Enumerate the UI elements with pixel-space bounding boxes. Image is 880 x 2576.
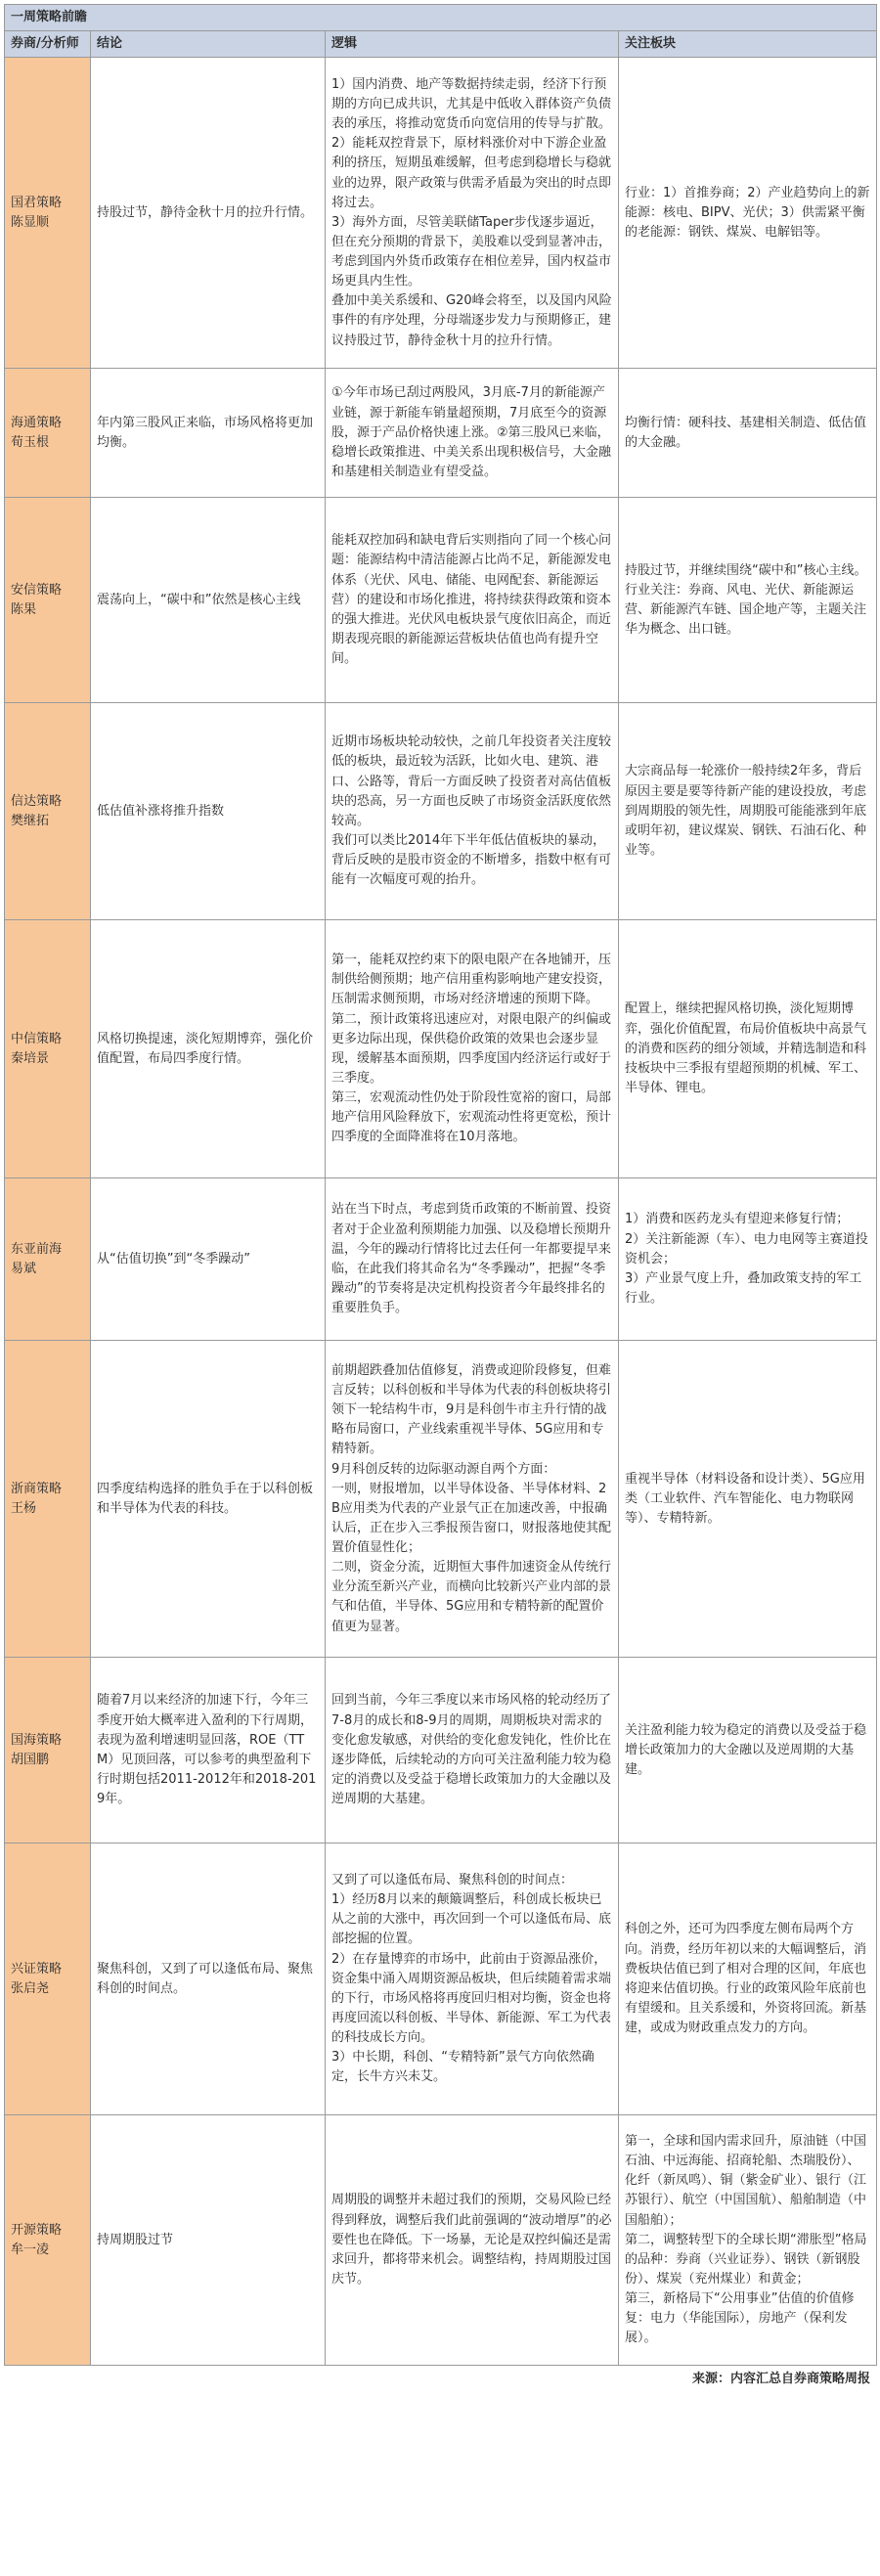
sector-cell: 重视半导体（材料设备和设计类）、5G应用类（工业软件、汽车智能化、电力物联网等）、专精特新。	[619, 1341, 877, 1658]
sector-cell: 科创之外，还可为四季度左侧布局两个方向。消费，经历年初以来的大幅调整后，消费板块估值已到了相对合理的区间，年底也将迎来估值切换。行业的政策风险年底前也有望缓和。且关系缓和，外资将回流。新基建，或成为财政重点发力的方向。	[619, 1843, 877, 2115]
firm-name: 信达策略	[11, 794, 63, 810]
sector-cell: 配置上，继续把握风格切换，淡化短期博弈，强化价值配置，布局价值板块中高景气的消费和医药的细分领域，并精选制造和科技板块中三季报有望超预期的机械、军工、半导体、锂电。	[619, 920, 877, 1178]
firm-name: 海通策略	[11, 416, 63, 431]
firm-name: 国君策略	[11, 196, 63, 211]
logic-cell: 第一，能耗双控约束下的限电限产在各地铺开，压制供给侧预期；地产信用重构影响地产建安投资，压制需求侧预期，市场对经济增速的预期下降。 第二，预计政策将迅速应对，对限电限产的纠偏或更多边际出现，保供稳价政策的效果也会逐步显现，缓解基本面预期，四季度国内经济运行或好于三季度。 第三，宏观流动性仍处于阶段性宽裕的窗口，局部地产信用风险释放下，宏观流动性将更宽松，预计四季度的全面降准将在10月落地。	[326, 920, 619, 1178]
logic-cell: 周期股的调整并未超过我们的预期，交易风险已经得到释放，调整后我们此前强调的“波动增厚”的必要性也在降低。下一场暴，无论是双控纠偏还是需求回升，都将带来机会。调整结构，持周期股过国庆节。	[326, 2115, 619, 2366]
sector-cell: 大宗商品每一轮涨价一般持续2年多，背后原因主要是要等待新产能的建设投放，考虑到周期股的领先性，周期股可能能涨到年底或明年初，建议煤炭、钢铁、石油石化、种业等。	[619, 703, 877, 920]
firm-name: 浙商策略	[11, 1482, 63, 1497]
analyst-name: 王杨	[11, 1500, 37, 1516]
header-sectors: 关注板块	[619, 31, 877, 58]
strategy-table	[4, 4, 877, 2366]
analyst-name: 樊继拓	[11, 813, 50, 828]
logic-cell: 站在当下时点，考虑到货币政策的不断前置、投资者对于企业盈利预期能力加强、以及稳增长预期升温，今年的躁动行情将比过去任何一年都要提早来临，在此我们将其命名为“冬季躁动”，把握“冬季躁动”的节奏将是决定机构投资者今年最终排名的重要胜负手。	[326, 1178, 619, 1341]
firm-cell	[5, 920, 91, 1178]
analyst-name: 牟一凌	[11, 2242, 50, 2257]
logic-cell: 1）国内消费、地产等数据持续走弱，经济下行预期的方向已成共识，尤其是中低收入群体资产负债表的承压，将推动宽货币向宽信用的传导与扩散。 2）能耗双控背景下，原材料涨价对中下游企业盈利的挤压，短期虽难缓解，但考虑到稳增长与稳就业的边界，限产政策与供需矛盾最为突出的时点即将过去。 3）海外方面，尽管美联储Taper步伐逐步逼近，但在充分预期的背景下，美股难以受到显著冲击，考虑到国内外货币政策存在相位差异，国内权益市场更具内生性。 叠加中美关系缓和、G20峰会将至，以及国内风险事件的有序处理，分母端逐步发力与预期修正，建议持股过节，静待金秋十月的拉升行情。	[326, 58, 619, 369]
firm-name: 安信策略	[11, 583, 63, 599]
conclusion-cell: 低估值补涨将推升指数	[91, 703, 326, 920]
conclusion-cell: 随着7月以来经济的加速下行，今年三季度开始大概率进入盈利的下行周期，表现为盈利增速明显回落，ROE（TTM）见顶回落，可以参考的典型盈利下行时期包括2011-2012年和2018-2019年。	[91, 1658, 326, 1843]
analyst-name: 荀玉根	[11, 434, 50, 450]
sector-cell: 1）消费和医药龙头有望迎来修复行情； 2）关注新能源（车）、电力电网等主赛道投资机会； 3）产业景气度上升，叠加政策支持的军工行业。	[619, 1178, 877, 1341]
header-firm: 券商/分析师	[5, 31, 91, 58]
logic-cell: ①今年市场已刮过两股风，3月底-7月的新能源产业链，源于新能车销量超预期，7月底至今的资源股，源于产品价格快速上涨。②第三股风已来临，稳增长政策推进、中美关系出现积极信号，大金融和基建相关制造业有望受益。	[326, 369, 619, 498]
firm-cell	[5, 2115, 91, 2366]
table-title-row	[5, 5, 877, 31]
analyst-name: 陈果	[11, 601, 37, 617]
logic-cell: 能耗双控加码和缺电背后实则指向了同一个核心问题：能源结构中清洁能源占比尚不足，新能源发电体系（光伏、风电、储能、电网配套、新能源运营）的建设和市场化推进，将持续获得政策和资本的强大推进。光伏风电板块景气度依旧高企，而近期表现亮眼的新能源运营板块估值也尚有提升空间。	[326, 498, 619, 703]
header-conclusion: 结论	[91, 31, 326, 58]
table-header-row	[5, 31, 877, 58]
firm-name: 开源策略	[11, 2223, 63, 2239]
conclusion-cell: 从“估值切换”到“冬季躁动”	[91, 1178, 326, 1341]
conclusion-cell: 持周期股过节	[91, 2115, 326, 2366]
analyst-name: 胡国鹏	[11, 1752, 50, 1767]
table-row	[5, 920, 877, 1178]
firm-cell	[5, 1658, 91, 1843]
logic-cell: 回到当前，今年三季度以来市场风格的轮动经历了7-8月的成长和8-9月的周期，周期板块对需求的变化愈发敏感，对供给的变化愈发钝化，性价比在逐步降低，后续轮动的方向可关注盈利能力较为稳定的消费以及受益于稳增长政策加力的大金融以及逆周期的大基建。	[326, 1658, 619, 1843]
table-row	[5, 1178, 877, 1341]
firm-cell	[5, 1843, 91, 2115]
firm-cell	[5, 498, 91, 703]
analyst-name: 张启尧	[11, 1980, 50, 1996]
firm-name: 兴证策略	[11, 1962, 63, 1977]
sector-cell: 行业：1）首推券商；2）产业趋势向上的新能源：核电、BIPV、光伏；3）供需紧平衡的老能源：钢铁、煤炭、电解铝等。	[619, 58, 877, 369]
conclusion-cell: 四季度结构选择的胜负手在于以科创板和半导体为代表的科技。	[91, 1341, 326, 1658]
firm-cell	[5, 1178, 91, 1341]
table-row	[5, 58, 877, 369]
firm-name: 东亚前海	[11, 1242, 63, 1258]
conclusion-cell: 风格切换提速，淡化短期博弈，强化价值配置，布局四季度行情。	[91, 920, 326, 1178]
table-row	[5, 1658, 877, 1843]
table-row	[5, 1341, 877, 1658]
conclusion-cell: 震荡向上，“碳中和”依然是核心主线	[91, 498, 326, 703]
analyst-name: 秦培景	[11, 1050, 50, 1066]
conclusion-cell: 年内第三股风正来临，市场风格将更加均衡。	[91, 369, 326, 498]
header-logic: 逻辑	[326, 31, 619, 58]
table-row	[5, 2115, 877, 2366]
firm-name: 国海策略	[11, 1733, 63, 1749]
logic-cell: 前期超跌叠加估值修复，消费或迎阶段修复，但难言反转；以科创板和半导体为代表的科创板块将引领下一轮结构牛市，9月是科创牛市主升行情的战略布局窗口，产业线索重视半导体、5G应用和专精特新。 9月科创反转的边际驱动源自两个方面： 一则，财报增加，以半导体设备、半导体材料、2B应用类为代表的产业景气正在加速改善，中报确认后，正在步入三季报预告窗口，财报落地使其配置价值显性化； 二则，资金分流，近期恒大事件加速资金从传统行业分流至新兴产业，而横向比较新兴产业内部的景气和估值，半导体、5G应用和专精特新的配置价值更为显著。	[326, 1341, 619, 1658]
firm-cell	[5, 369, 91, 498]
logic-cell: 又到了可以逢低布局、聚焦科创的时间点： 1）经历8月以来的颠簸调整后，科创成长板块已从之前的大涨中，再次回到一个可以逢低布局、底部挖掘的位置。 2）在存量博弈的市场中，此前由于资源品涨价，资金集中涌入周期资源品板块，但后续随着需求端的下行，市场风格将再度回归相对均衡，资金也将再度回流以科创板、半导体、新能源、军工为代表的科技成长方向。 3）中长期，科创、“专精特新”景气方向依然确定，长牛方兴未艾。	[326, 1843, 619, 2115]
firm-cell	[5, 58, 91, 369]
sector-cell: 均衡行情：硬科技、基建相关制造、低估值的大金融。	[619, 369, 877, 498]
firm-cell	[5, 703, 91, 920]
analyst-name: 易斌	[11, 1261, 37, 1276]
firm-cell	[5, 1341, 91, 1658]
firm-name: 中信策略	[11, 1032, 63, 1047]
conclusion-cell: 聚焦科创，又到了可以逢低布局、聚焦科创的时间点。	[91, 1843, 326, 2115]
table-row	[5, 369, 877, 498]
sector-cell: 持股过节，并继续围绕“碳中和”核心主线。行业关注：券商、风电、光伏、新能源运营、新能源汽车链、国企地产等，主题关注华为概念、出口链。	[619, 498, 877, 703]
table-row	[5, 703, 877, 920]
sector-cell: 关注盈利能力较为稳定的消费以及受益于稳增长政策加力的大金融以及逆周期的大基建。	[619, 1658, 877, 1843]
table-title: 一周策略前瞻	[5, 5, 877, 31]
table-row	[5, 1843, 877, 2115]
analyst-name: 陈显顺	[11, 214, 50, 230]
logic-cell: 近期市场板块轮动较快，之前几年投资者关注度较低的板块，最近较为活跃，比如火电、建筑、港口、公路等，背后一方面反映了投资者对高估值板块的恐高，另一方面也反映了市场资金活跃度依然较高。 我们可以类比2014年下半年低估值板块的暴动，背后反映的是股市资金的不断增多，指数中枢有可能有一次幅度可观的抬升。	[326, 703, 619, 920]
table-row	[5, 498, 877, 703]
sector-cell: 第一，全球和国内需求回升，原油链（中国石油、中远海能、招商轮船、杰瑞股份）、化纤（新凤鸣）、铜（紫金矿业）、银行（江苏银行）、航空（中国国航）、船舶制造（中国船舶）； 第二，调整转型下的全球长期“滞胀型”格局的品种：券商（兴业证券）、钢铁（新钢股份）、煤炭（兖州煤业）和黄金； 第三，新格局下“公用事业”估值的价值修复：电力（华能国际），房地产（保利发展）。	[619, 2115, 877, 2366]
source-note: 来源：内容汇总自券商策略周报	[691, 2372, 870, 2387]
conclusion-cell: 持股过节，静待金秋十月的拉升行情。	[91, 58, 326, 369]
